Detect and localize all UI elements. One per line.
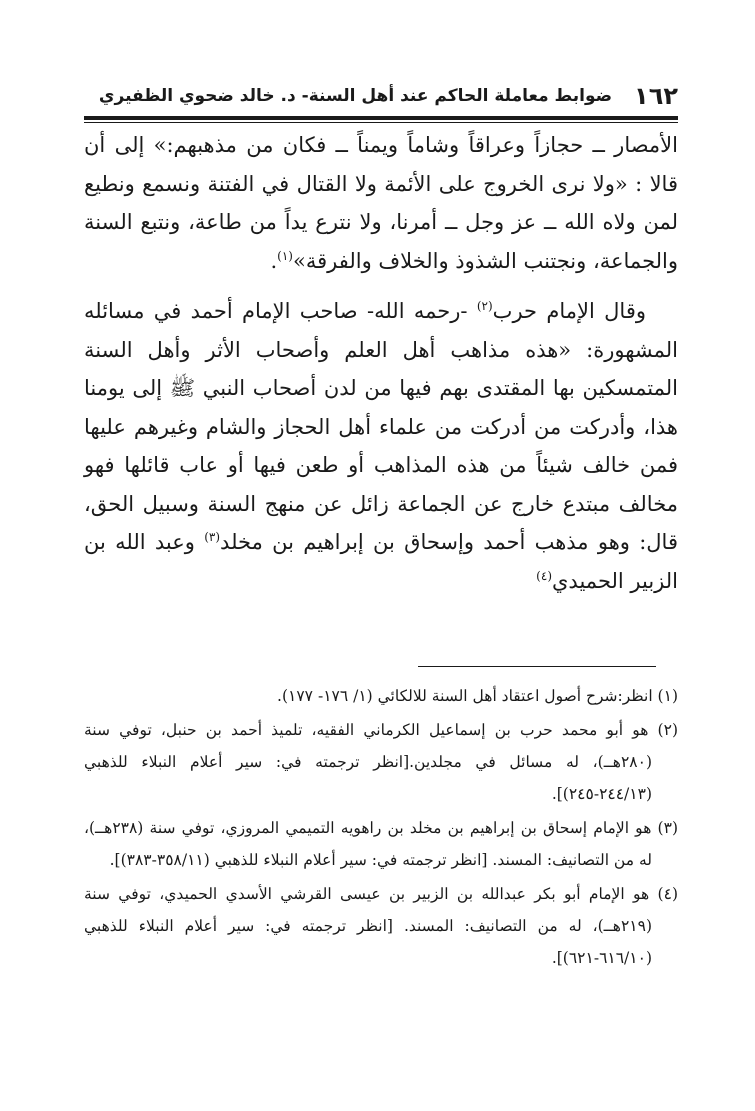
footnote-2: (٢) هو أبو محمد حرب بن إسماعيل الكرماني الفقيه، تلميذ أحمد بن حنبل، توفي سنة (٢٨٠هــ)، له مسائل في مجلدين.[انظر ترجمته في: سير أعلام النبلاء للذهبي (٢٤٤/١٣-٢٤٥)]. (84, 721, 678, 803)
paragraph-1-end: . (270, 248, 278, 273)
paragraph-1-text: الأمصار ــ حجازاً وعراقاً وشاماً ويمناً ــ فكان من مذهبهم:» إلى أن قالا : «ولا نرى الخروج على الأئمة ولا القتال في الفتنة ونسمع ونطيع لمن ولاه الله ــ عز وجل ــ أمرنا، ولا نترع يداً من طاعة، ونتبع السنة والجماعة، ونجتنب الشذوذ والخلاف والفرقة» (84, 133, 678, 273)
footnote-ref-2: (٢) (476, 299, 493, 313)
paragraph-2 (84, 292, 678, 600)
paragraph-2-text-a: وقال الإمام حرب (492, 299, 646, 323)
footnote-ref-1: (١) (277, 248, 293, 263)
footnote-ref-4: (٤) (536, 568, 552, 583)
header-rule-thick (84, 116, 678, 120)
paragraph-2-text-c: وعبد الله بن الزبير الحميدي (84, 530, 678, 593)
footnote-separator (418, 666, 656, 667)
page-number: ١٦٢ (634, 82, 678, 110)
main-text (84, 126, 678, 600)
footnote-4: (٤) هو الإمام أبو بكر عبدالله بن الزبير بن عيسى القرشي الأسدي الحميدي، توفي سنة (٢١٩هــ)، له من التصانيف: المسند. [انظر ترجمته في: سير أعلام النبلاء للذهبي (٦١٦/١٠-٦٢١)]. (84, 885, 678, 967)
footnote-1: (١) انظر:شرح أصول اعتقاد أهل السنة للالكائي (١/ ١٧٦- ١٧٧). (277, 687, 678, 705)
header-rule-thin (84, 122, 678, 123)
footnote-ref-3: (٣) (204, 530, 221, 544)
page-header (82, 76, 678, 116)
paragraph-1 (84, 126, 678, 280)
paragraph-2-text-b: -رحمه الله- صاحب الإمام أحمد في مسائله المشهورة: «هذه مذاهب أهل العلم وأصحاب الأثر وأهل السنة المتمسكين بها المقتدى بهم فيها من لدن أصحاب النبي ﷺ إلى يومنا هذا، وأدركت من أدركت من علماء أهل الحجاز والشام وغيرهم عليها فمن خالف شيئاً من هذه المذاهب أو طعن فيها أو عاب قائلها فهو مخالف مبتدع خارج عن الجماعة زائل عن منهج السنة وسبيل الحق، قال: وهو مذهب أحمد وإسحاق بن إبراهيم بن مخلد (84, 299, 678, 554)
footnotes (84, 680, 678, 976)
running-title: ضوابط معاملة الحاكم عند أهل السنة- د. خالد ضحوي الظفيري (98, 86, 613, 106)
footnote-3: (٣) هو الإمام إسحاق بن إبراهيم بن مخلد بن راهويه التميمي المروزي، توفي سنة (٢٣٨هــ)، له من التصانيف: المسند. [انظر ترجمته في: سير أعلام النبلاء للذهبي (٣٥٨/١١-٣٨٣)]. (84, 819, 678, 869)
